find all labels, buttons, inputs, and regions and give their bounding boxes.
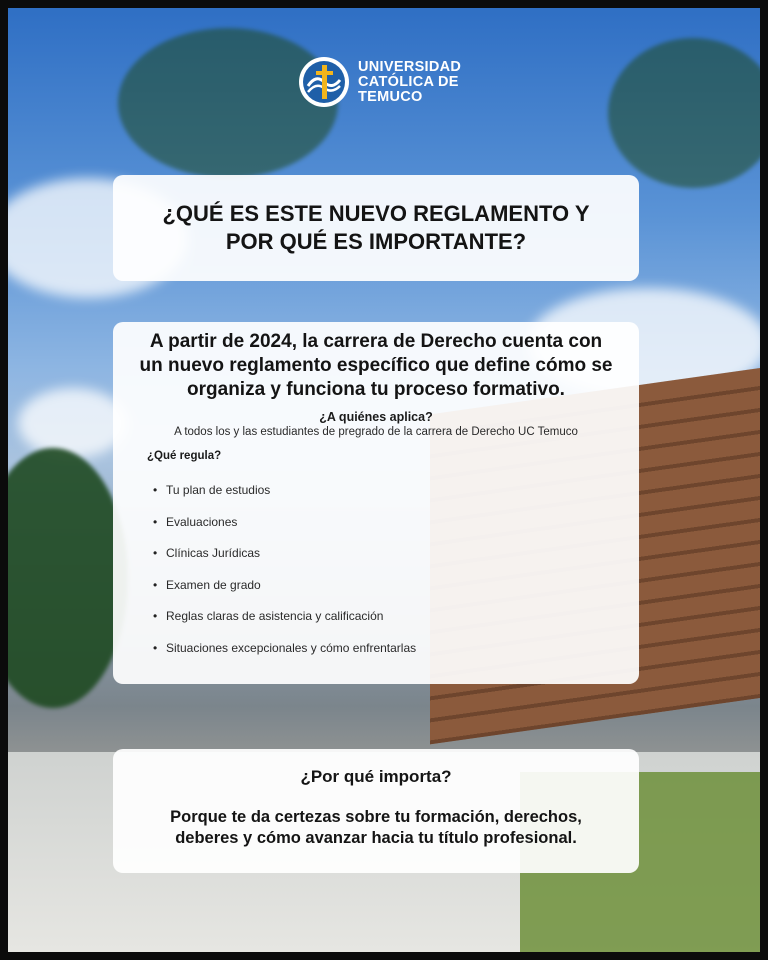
logo-line-2: CATÓLICA DE [358,73,459,90]
regulates-heading: ¿Qué regula? [147,450,222,462]
tree-shape [8,448,128,708]
lead-paragraph: A partir de 2024, la carrera de Derecho cuenta con un nuevo reglamento específico que define cómo se organiza y funciona tu proceso formativo. [139,331,613,400]
list-item: • Examen de grado [153,578,639,610]
tree-shape [608,38,760,188]
applies-text: A todos los y las estudiantes de pregrado de la carrera de Derecho UC Temuco [174,426,578,438]
logo-line-3: TEMUCO [358,88,423,105]
regulates-list [113,483,639,673]
why-text: Porque te da certezas sobre tu formación, derechos, deberes y cómo avanzar hacia tu título profesional. [170,808,582,847]
why-heading: ¿Por qué importa? [300,767,452,786]
why-card [113,749,639,873]
list-item: • Situaciones excepcionales y cómo enfrentarlas [153,641,639,673]
university-name [358,60,461,105]
list-item: • Tu plan de estudios [153,483,639,515]
cloud-shape [18,388,128,458]
page-title: ¿QUÉ ES ESTE NUEVO REGLAMENTO Y POR QUÉ ES IMPORTANTE? [162,201,590,254]
logo-line-1: UNIVERSIDAD [358,58,462,75]
list-item: • Clínicas Jurídicas [153,546,639,578]
university-logo [298,56,461,108]
list-item: • Evaluaciones [153,515,639,547]
university-seal-icon [298,56,350,108]
applies-heading: ¿A quiénes aplica? [319,410,433,424]
info-card [113,322,639,684]
header-card [113,175,639,281]
list-item: • Reglas claras de asistencia y calificación [153,609,639,641]
